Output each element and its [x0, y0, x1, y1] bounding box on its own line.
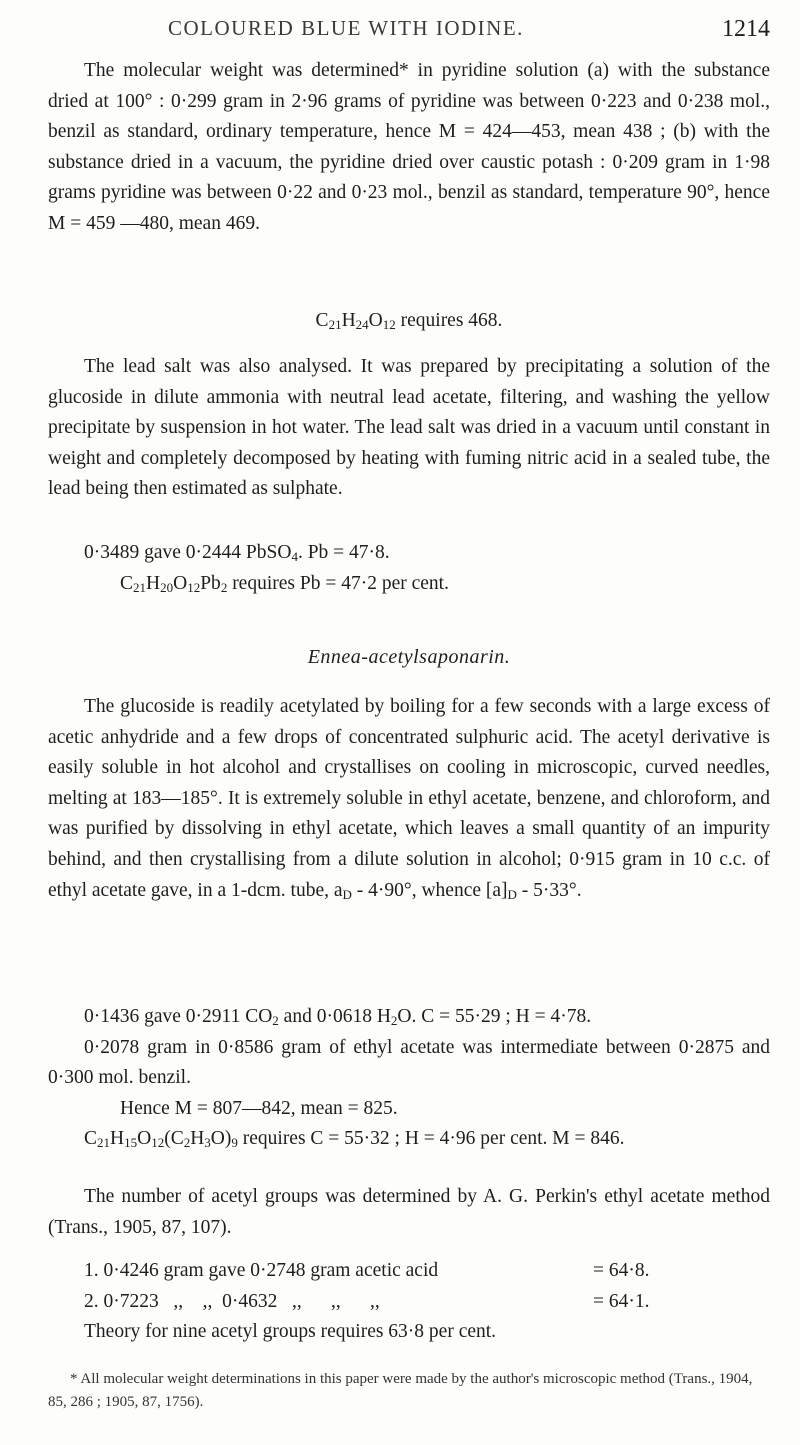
page-number: 1214: [722, 16, 770, 42]
theory-line: Theory for nine acetyl groups requires 63·8 per cent.: [84, 1321, 497, 1343]
analysis-text: . Pb = 47·8.: [297, 542, 390, 563]
formula-text: requires C = 55·32 ; H = 4·96 per cent. M = 846.: [237, 1128, 625, 1150]
analysis-text: 0·3489 gave 0·2444 PbSO: [84, 542, 292, 563]
formula-text: requires Pb = 47·2 per cent.: [227, 572, 449, 594]
formula-subscript: 2: [183, 1135, 191, 1151]
section-heading: [48, 642, 770, 672]
formula-text: H: [341, 310, 356, 331]
formula-subscript: 15: [124, 1135, 138, 1151]
formula-subscript: 9: [231, 1135, 238, 1151]
formula-text: O): [210, 1128, 232, 1150]
formula-text: H: [110, 1128, 125, 1150]
paragraph-molecular-weight: The molecular weight was determined* in pyridine solution (a) with the substance dried at 100° : 0·299 gram in 2·96 grams of pyridine was between 0·223 and 0·238 mol., benzil as standard, ordinary temperature, hence M = 424—453, mean 438 ; (b) with the substance dried in a vacuum, the pyridine dried over caustic potash : 0·209 gram in 1·98 grams pyridine was between 0·22 and 0·23 mol., benzil as standard, temperature 90°, hence M = 459 —480, mean 469.: [48, 60, 770, 234]
acetyl-groups-section: [48, 1182, 770, 1243]
formula-text: requires 468.: [395, 310, 503, 331]
lead-analysis-result: [48, 538, 770, 569]
molecular-weight-section: [48, 56, 770, 240]
formula-subscript: 2: [220, 579, 228, 595]
analysis-text: 0·1436 gave 0·2911 CO: [84, 1006, 273, 1027]
list-number: 1.: [84, 1260, 99, 1281]
rotation-subscript: D: [342, 886, 352, 902]
footnote: * All molecular weight determinations in this paper were made by the author's microscopic method (Trans., 1904, 85, 286 ; 1905, 87, 1756).: [48, 1371, 753, 1410]
formula-subscript: 12: [382, 317, 396, 332]
acetyl-requirement: [48, 1124, 770, 1155]
formula-text: C: [84, 1128, 98, 1150]
list-number: 2.: [84, 1290, 99, 1312]
analysis-text: and 0·0618 H: [278, 1006, 391, 1027]
formula-text: H: [146, 572, 161, 594]
formula-subscript: 12: [187, 579, 201, 595]
list-value: = 64·8.: [593, 1260, 650, 1281]
formula-text: O: [173, 572, 188, 594]
formula-subscript: 21: [328, 317, 342, 332]
molecular-weight-acetyl: 0·2078 gram in 0·8586 gram of ethyl acetate was intermediate between 0·2875 and 0·300 mol. benzil.: [48, 1036, 770, 1089]
lead-analysis-requirement: [48, 569, 770, 600]
list-item: [48, 1287, 770, 1318]
formula-text: H: [190, 1128, 205, 1150]
acetylation-section: [48, 692, 770, 906]
list-text: 0·4246 gram gave 0·2748 gram acetic acid: [103, 1260, 439, 1281]
list-item: [48, 1256, 770, 1287]
formula-c21h24o12: [48, 306, 770, 336]
formula-subscript: 21: [133, 579, 147, 595]
formula-text: (C: [164, 1128, 184, 1150]
formula-text: O: [137, 1128, 152, 1150]
lead-analysis: [48, 538, 770, 599]
list-value: = 64·1.: [593, 1290, 650, 1312]
formula-subscript: 12: [151, 1135, 165, 1151]
formula-text: C: [315, 310, 329, 331]
acetylation-text: - 4·90°, whence [a]: [351, 879, 508, 901]
acetylation-text: - 5·33°.: [516, 879, 582, 901]
analysis-subscript: 4: [291, 549, 298, 564]
formula-subscript: 3: [204, 1135, 211, 1151]
formula-subscript: 21: [97, 1135, 111, 1151]
formula-subscript: 24: [355, 317, 369, 332]
lead-salt-section: [48, 352, 770, 505]
analysis-subscript: 2: [390, 1013, 398, 1028]
molecular-weight-mean: Hence M = 807—842, mean = 825.: [120, 1097, 398, 1119]
list-text: 0·7223 ,, ,, 0·4632 ,, ,, ,,: [103, 1290, 380, 1312]
formula-text: O: [368, 310, 383, 331]
paragraph-acetyl-groups: The number of acetyl groups was determined by A. G. Perkin's ethyl acetate method (Trans., 1905, 87, 107).: [48, 1186, 770, 1238]
acetylation-text: The glucoside is readily acetylated by boiling for a few seconds with a large excess of acetic anhydride and a few drops of concentrated sulphuric acid. The acetyl derivative is easily soluble in hot alcohol and crystallises on cooling in microscopic, curved needles, melting at 183—185°. It is extremely soluble in ethyl acetate, benzene, and chloroform, and was purified by dissolving in ethyl acetate, which leaves a small quantity of an impurity behind, and then crystallising from a dilute solution in alcohol; 0·915 gram in 10 c.c. of ethyl acetate gave, in a 1-dcm. tube, a: [48, 696, 770, 901]
formula-text: C: [120, 572, 134, 594]
section-title: Ennea-acetylsaponarin.: [307, 646, 511, 668]
page-header: [48, 8, 770, 42]
rotation-subscript: D: [507, 886, 517, 902]
analysis-text: O. C = 55·29 ; H = 4·78.: [397, 1006, 592, 1027]
combustion-result: [48, 1002, 770, 1033]
acetyl-results-list: [48, 1256, 770, 1348]
footnote-section: [48, 1368, 770, 1414]
formula-text: Pb: [200, 572, 221, 594]
paragraph-acetylation: [48, 692, 770, 906]
formula-subscript: 20: [160, 579, 174, 595]
paragraph-lead-salt: The lead salt was also analysed. It was prepared by precipitating a solution of the glucoside in dilute ammonia with neutral lead acetate, filtering, and washing the yellow precipitate by suspension in hot water. The lead salt was dried in a vacuum until constant in weight and completely decomposed by heating with fuming nitric acid in a sealed tube, the lead being then estimated as sulphate.: [48, 356, 770, 500]
analysis-subscript: 2: [272, 1013, 279, 1028]
running-title: COLOURED BLUE WITH IODINE.: [168, 16, 524, 40]
acetyl-analysis: [48, 1002, 770, 1155]
